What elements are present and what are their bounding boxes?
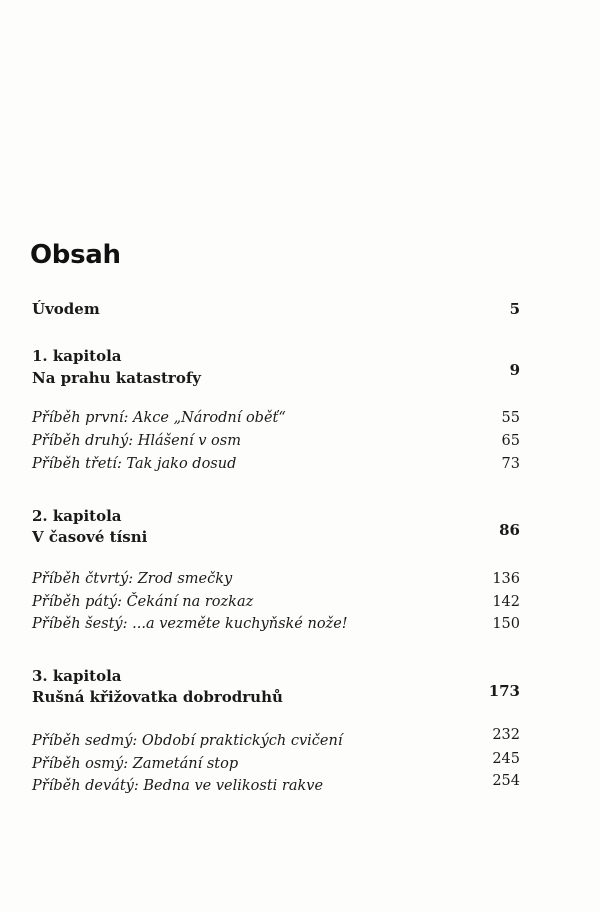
toc-entry-story — [0, 456, 600, 480]
entry-page-number: 232 — [492, 727, 520, 743]
chapter-title: V časové tísni — [32, 528, 148, 546]
entry-page-number: 73 — [501, 456, 520, 472]
story-title: Příběh devátý: Bedna ve velikosti rakve — [32, 778, 324, 794]
entry-page-number: 254 — [492, 773, 520, 789]
entry-page-number: 5 — [509, 300, 520, 318]
entry-page-number: 173 — [488, 682, 520, 700]
toc-entry-story — [0, 773, 600, 802]
toc-entry-story — [0, 410, 600, 434]
chapter-heading: 1. kapitola — [32, 347, 122, 365]
entry-page-number: 136 — [492, 571, 520, 587]
toc-entry-story — [0, 616, 600, 640]
story-title: Příběh čtvrtý: Zrod smečky — [32, 571, 233, 587]
story-title: Příběh šestý: ...a vezměte kuchyňské nože! — [32, 616, 348, 632]
page-title: Obsah — [30, 240, 121, 270]
toc-entry-story — [0, 571, 600, 595]
chapter-title: Rušná křižovatka dobrodruhů — [32, 688, 283, 706]
entry-label: Úvodem — [32, 300, 100, 318]
entry-page-number: 150 — [492, 616, 520, 632]
entry-page-number: 245 — [492, 751, 520, 767]
toc-entry-chapter — [0, 361, 600, 393]
entry-page-number: 142 — [492, 594, 520, 610]
toc-entry-story — [0, 594, 600, 618]
chapter-title: Na prahu katastrofy — [32, 369, 202, 387]
chapter-heading: 3. kapitola — [32, 667, 122, 685]
toc-entry-chapter — [0, 521, 600, 552]
toc-entry-chapter — [0, 682, 600, 712]
toc-entry-story — [0, 433, 600, 457]
chapter-heading: 2. kapitola — [32, 507, 122, 525]
story-title: Příběh třetí: Tak jako dosud — [32, 456, 237, 472]
entry-page-number: 86 — [499, 521, 520, 539]
story-title: Příběh pátý: Čekání na rozkaz — [32, 594, 254, 610]
story-title: Příběh první: Akce „Národní oběť“ — [32, 410, 286, 426]
entry-page-number: 9 — [509, 361, 520, 379]
entry-page-number: 65 — [501, 433, 520, 449]
story-title: Příběh sedmý: Období praktických cvičení — [32, 733, 343, 749]
story-title: Příběh osmý: Zametání stop — [32, 756, 239, 772]
entry-page-number: 55 — [501, 410, 520, 426]
toc-entry-intro — [0, 300, 600, 324]
story-title: Příběh druhý: Hlášení v osm — [32, 433, 241, 449]
